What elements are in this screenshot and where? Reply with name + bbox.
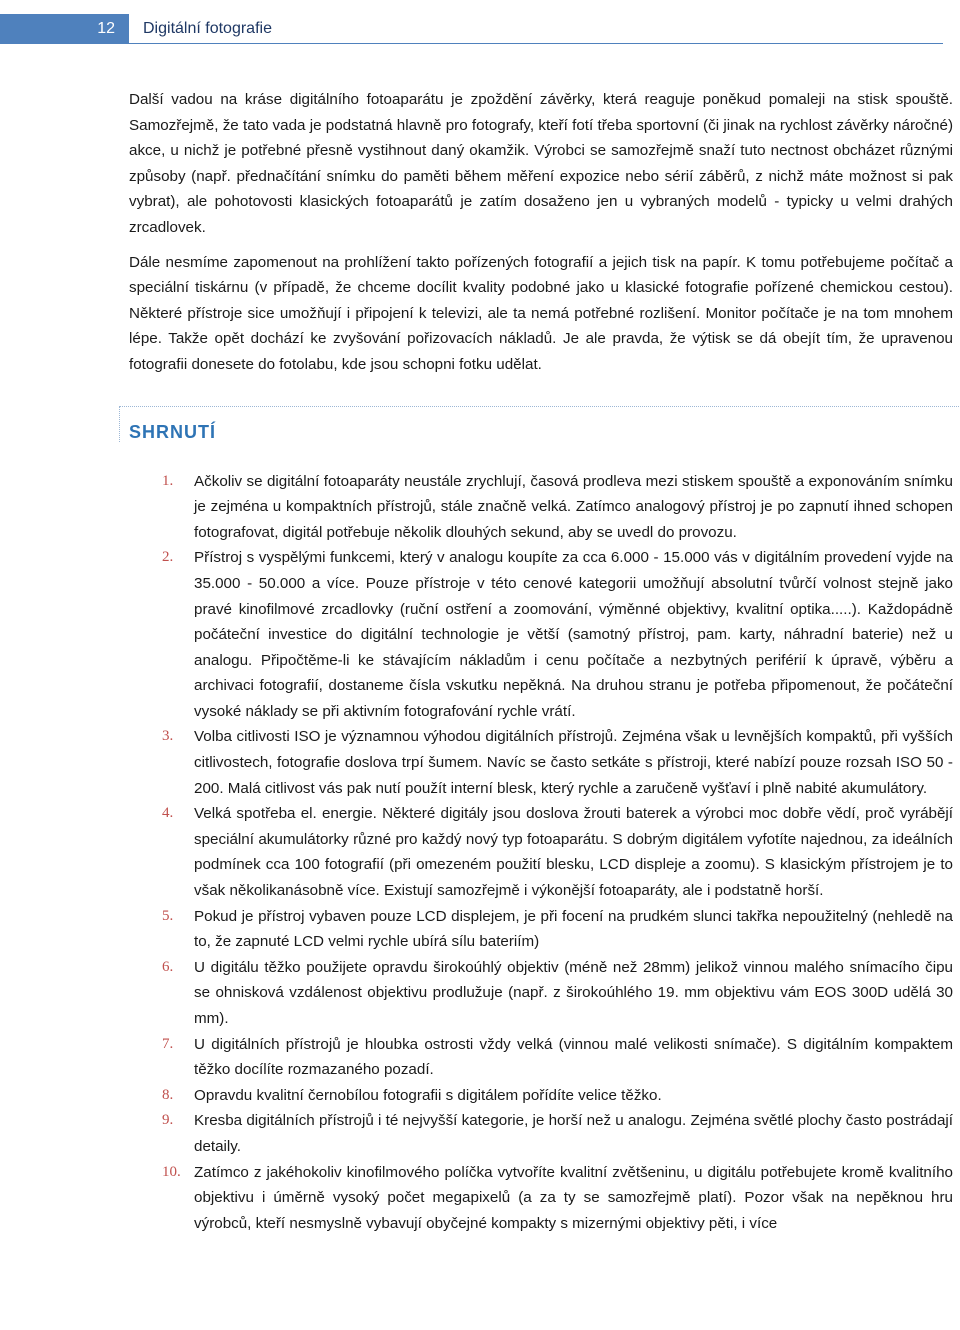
summary-list	[129, 469, 953, 1237]
list-item-text: U digitálních přístrojů je hloubka ostrosti vždy velká (vinnou malé velikosti snímače). S digitálním kompaktem těžko docílíte rozmazaného pozadí.	[194, 1035, 953, 1079]
list-number: 1.	[162, 472, 174, 489]
list-item-text: Pokud je přístroj vybaven pouze LCD displejem, je při focení na prudkém slunci takřka nepoužitelný (nehledě na to, že zapnuté LCD velmi rychle ubírá sílu bateriím)	[194, 907, 953, 951]
list-item	[129, 904, 953, 955]
list-item	[129, 1108, 953, 1159]
list-number: 2.	[162, 549, 174, 566]
list-number: 10.	[162, 1163, 181, 1180]
section-divider	[119, 406, 959, 407]
list-number: 4.	[162, 805, 174, 822]
list-item-text: Volba citlivosti ISO je významnou výhodou digitálních přístrojů. Zejména však u levnějších kompaktů, při vyšších citlivostech, fotografie doslova trpí šumem. Navíc se často setkáte s přístroji, které nabízí pouze rozsah ISO 50 - 200. Malá citlivost vás pak nutí použít interní blesk, který rychle a zaručeně vyšťaví i plně nabité akumulátory.	[194, 728, 953, 797]
list-item	[129, 1032, 953, 1083]
list-item-text: Opravdu kvalitní černobílou fotografii s digitálem pořídíte velice těžko.	[194, 1086, 662, 1104]
list-item-text: Kresba digitálních přístrojů i té nejvyšší kategorie, je horší než u analogu. Zejména světlé plochy často postrádají detaily.	[194, 1112, 953, 1155]
list-number: 9.	[162, 1112, 174, 1129]
page-number: 12	[0, 14, 129, 44]
list-item-text: Zatímco z jakéhokoliv kinofilmového políčka vytvoříte kvalitní zvětšeninu, u digitálu potřebujete kromě kvalitního objektivu i úměrně vysoký počet megapixelů (a za ty se samozřejmě platí). Pozor však na nepěknou hru výrobců, kteří nesmyslně vybavují obyčejné kompakty s mizernými objektivy pěti, i více	[194, 1163, 953, 1232]
list-item-text: Ačkoliv se digitální fotoaparáty neustále zrychlují, časová prodleva mezi stiskem spouště a exponováním snímku je zejména u kompaktních přístrojů, stále značně velká. Zatímco analogový přístroj je po zapnutí ihned schopen fotografovat, digitál potřebuje několik dlouhých sekund, aby se uvedl do provozu.	[194, 472, 953, 541]
list-number: 3.	[162, 728, 174, 745]
list-item-text: U digitálu těžko použijete opravdu širokoúhlý objektiv (méně než 28mm) jelikož vinnou malého snímacího čipu se ohnisková vzdálenost objektivu prodlužuje (např. z širokoúhlého 19. mm objektivu vám EOS 300D udělá 30 mm).	[194, 958, 953, 1027]
running-title: Digitální fotografie	[143, 20, 272, 37]
section-side-marker	[119, 406, 120, 442]
summary-section	[129, 406, 953, 1237]
list-item	[129, 545, 953, 724]
header-rule	[129, 43, 943, 44]
body-paragraph: Další vadou na kráse digitálního fotoaparátu je zpoždění závěrky, která reaguje poněkud pomaleji na stisk spouště. Samozřejmě, že tato vada je podstatná hlavně pro fotografy, kteří fotí třeba sportovní (či jinak na rychlost závěrky náročné) akce, u nichž je potřebné přesně vystihnout daný okamžik. Výrobci se samozřejmě snaží tuto nectnost obcházet různými způsoby (např. přednačítání snímku do paměti během měření expozice nebo sérií záběrů, z nichž máte možnost si pak vybrat), ale pohotovosti klasických fotoaparátů je zatím dosaženo jen u vybraných modelů - typicky u velmi drahých zrcadlovek.	[129, 91, 953, 236]
list-number: 8.	[162, 1086, 174, 1103]
list-item	[129, 1160, 953, 1237]
list-item	[129, 955, 953, 1032]
list-number: 6.	[162, 958, 174, 975]
list-item	[129, 724, 953, 801]
list-number: 7.	[162, 1035, 174, 1052]
list-item	[129, 469, 953, 546]
body-paragraph: Dále nesmíme zapomenout na prohlížení takto pořízených fotografií a jejich tisk na papír. K tomu potřebujeme počítač a speciální tiskárnu (v případě, že chceme docílit kvality podobné jako u klasické fotografie pořízené chemickou cestou). Některé přístroje sice umožňují i připojení k televizi, ale ta nemá potřebné rozlišení. Monitor počítače je na tom mnohem lépe. Takže opět dochází ke zvyšování pořizovacích nákladů. Je ale pravda, že výtisk se dá obejít tím, že upravenou fotografii donesete do fotolabu, kde jsou schopni fotku udělat.	[129, 253, 953, 373]
page-header	[0, 0, 960, 50]
page-content	[129, 87, 953, 1236]
section-heading: SHRNUTÍ	[129, 421, 216, 442]
list-item-text: Velká spotřeba el. energie. Některé digitály jsou doslova žrouti baterek a výrobci moc dobře vědí, proč vyrábějí speciální akumulátorky různé pro každý nový typ fotoaparátu. S dobrým digitálem vyfotíte najednou, za ideálních podmínek cca 100 fotografií (při omezeném použití blesku, LCD displeje a zoomu). S klasickým přístrojem je to však několikanásobně více. Existují samozřejmě i výkonější fotoaparáty, ale i podstatně horší.	[194, 805, 953, 900]
list-item	[129, 1083, 953, 1109]
list-item-text: Přístroj s vyspělými funkcemi, který v analogu koupíte za cca 6.000 - 15.000 vás v digitálním provedení vyjde na 35.000 - 50.000 a více. Pouze přístroje v této cenové kategorii umožňují absolutní tvůrčí volnost stejně jako pravé kinofilmové zrcadlovky (ruční ostření a zoomování, výměnné objektivy, kvalitní optika.....). Každopádně počáteční investice do digitální technologie je větší (samotný přístroj, pam. karty, náhradní baterie) než u analogu. Připočtěme-li ke stávajícím nákladům i cenu počítače a nezbytných periférií k úpravě, výběru a archivaci fotografií, dostaneme čísla vskutku nepěkná. Na druhou stranu je potřeba připomenout, že počáteční vysoké náklady se při aktivním fotografování rychle vrátí.	[194, 549, 953, 720]
list-number: 5.	[162, 907, 174, 924]
list-item	[129, 801, 953, 903]
